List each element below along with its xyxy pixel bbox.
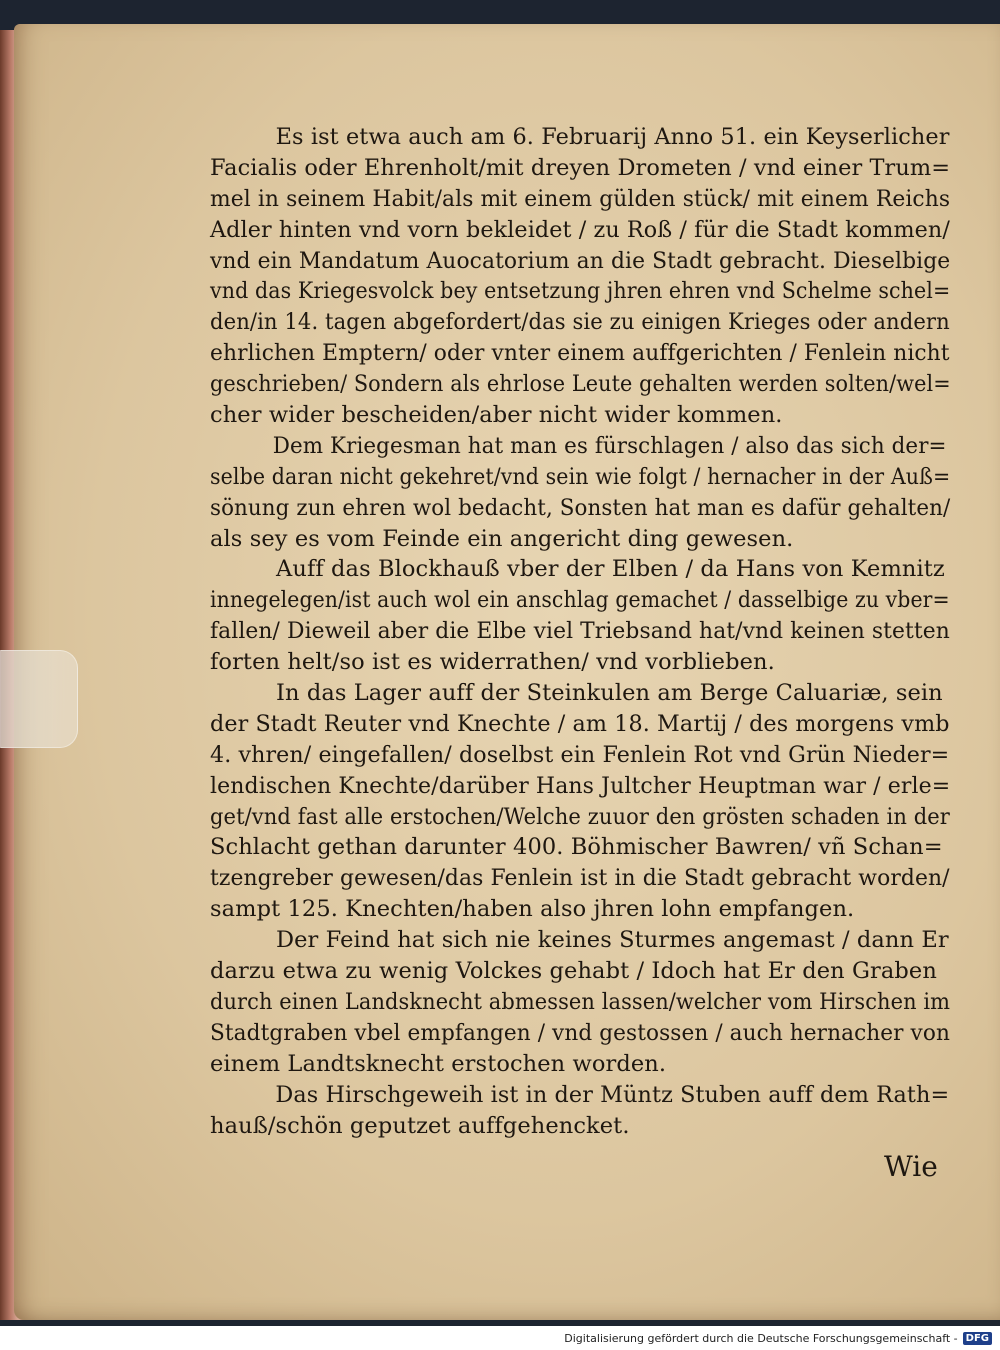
text-line: geschrieben/ Sondern als ehrlose Leute gehalten werden solten/wel= [210, 371, 951, 398]
text-line: sönung zun ehren wol bedacht, Sonsten hat man es dafür gehalten/ [210, 494, 951, 521]
text-line: innegelegen/ist auch wol ein anschlag gemachet / dasselbige zu vber= [210, 587, 950, 614]
text-line: tzengreber gewesen/das Fenlein ist in die Stadt gebracht worden/ [210, 865, 950, 892]
text-line: vnd ein Mandatum Auocatorium an die Stadt gebracht. Dieselbige [210, 247, 951, 274]
text-line: Stadtgraben vbel empfangen / vnd gestossen / auch hernacher von [210, 1019, 950, 1046]
text-line: hauß/schön geputzet auffgehencket. [210, 1112, 630, 1139]
text-line: selbe daran nicht gekehret/vnd sein wie folgt / hernacher in der Auß= [210, 463, 951, 490]
text-line: den/in 14. tagen abgefordert/das sie zu einigen Krieges oder andern [210, 309, 950, 336]
page-clip-bookmark [0, 650, 78, 748]
footer-credit-text: Digitalisierung gefördert durch die Deutsche Forschungsgemeinschaft - [564, 1331, 958, 1345]
text-line: Der Feind hat sich nie keines Sturmes angemast / dann Er [276, 927, 949, 954]
text-line: lendischen Knechte/darüber Hans Jultcher Heuptman war / erle= [210, 772, 951, 799]
text-line: einem Landtsknecht erstochen worden. [210, 1050, 667, 1077]
text-line: Das Hirschgeweih ist in der Müntz Stuben auff dem Rath= [275, 1081, 950, 1108]
text-line: Facialis oder Ehrenholt/mit dreyen Drometen / vnd einer Trum= [210, 154, 951, 181]
text-line: Auff das Blockhauß vber der Elben / da Hans von Kemnitz [276, 556, 945, 583]
text-line: Dem Kriegesman hat man es fürschlagen / also das sich der= [272, 432, 947, 459]
text-line: cher wider bescheiden/aber nicht wider kommen. [210, 402, 783, 429]
text-line: der Stadt Reuter vnd Knechte / am 18. Martij / des morgens vmb [210, 710, 950, 737]
text-line: Adler hinten vnd vorn bekleidet / zu Roß / für die Stadt kommen/ [210, 216, 950, 243]
text-line: als sey es vom Feinde ein angericht ding gewesen. [210, 525, 794, 552]
page-text [210, 122, 950, 1141]
footer-bar [0, 1326, 1000, 1350]
text-line: forten helt/so ist es widerrathen/ vnd vorblieben. [210, 649, 775, 676]
text-line: Es ist etwa auch am 6. Februarij Anno 51. ein Keyserlicher [275, 124, 950, 150]
text-line: get/vnd fast alle erstochen/Welche zuuor den grösten schaden in der [210, 803, 950, 830]
text-line: mel in seinem Habit/als mit einem gülden stück/ mit einem Reichs [210, 185, 951, 212]
book-page [14, 24, 1000, 1320]
text-line: sampt 125. Knechten/haben also jhren lohn empfangen. [210, 896, 855, 923]
text-line: vnd das Kriegesvolck bey entsetzung jhren ehren vnd Schelme schel= [210, 278, 951, 305]
text-line: 4. vhren/ eingefallen/ doselbst ein Fenlein Rot vnd Grün Nieder= [210, 741, 950, 768]
catchword: Wie [884, 1150, 938, 1183]
text-line: In das Lager auff der Steinkulen am Berge Caluariæ, sein [276, 680, 943, 707]
text-line: durch einen Landsknecht abmessen lassen/welcher vom Hirschen im [210, 988, 951, 1015]
text-line: darzu etwa zu wenig Volckes gehabt / Idoch hat Er den Graben [210, 958, 937, 985]
text-line: fallen/ Dieweil aber die Elbe viel Triebsand hat/vnd keinen stetten [210, 618, 950, 645]
text-line: Schlacht gethan darunter 400. Böhmischer Bawren/ vñ Schan= [210, 834, 943, 861]
dfg-logo: DFG [963, 1332, 992, 1345]
text-line: ehrlichen Emptern/ oder vnter einem auffgerichten / Fenlein nicht [210, 340, 950, 367]
